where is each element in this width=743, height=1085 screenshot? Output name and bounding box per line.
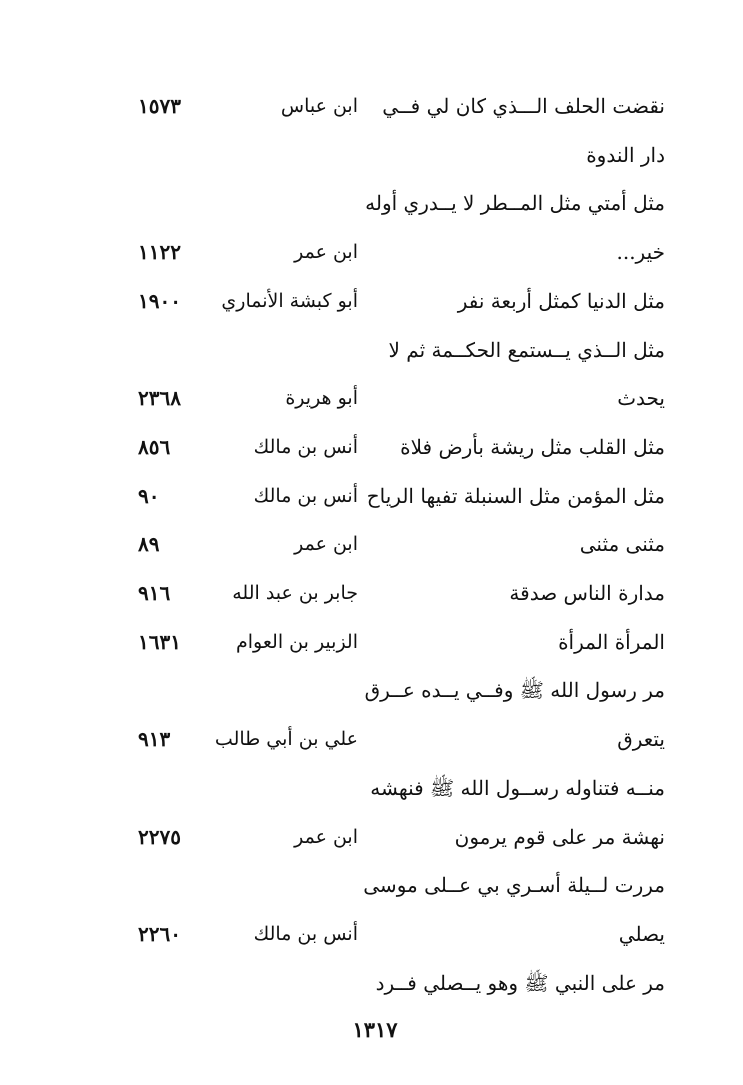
narrator-name: ابن عباس [280, 95, 358, 117]
hadith-number: ٢٣٦٨ [138, 386, 181, 411]
hadith-text: مثل أمتي مثل المــطر لا يــدري أوله [365, 191, 665, 216]
hadith-text: مثنى مثنى [579, 532, 665, 557]
hadith-text: مثل الــذي يــستمع الحكــمة ثم لا [388, 337, 665, 362]
hadith-text: مر على النبي ﷺ وهو يــصلي فــرد [375, 970, 665, 995]
index-entry-row [0, 380, 743, 420]
index-entry-row [0, 478, 743, 518]
hadith-text: يحدث [617, 386, 665, 411]
index-entry-row [0, 526, 743, 566]
hadith-text: مثل الدنيا كمثل أربعة نفر [457, 288, 665, 313]
hadith-text: يتعرق [617, 727, 665, 752]
index-entry-row [0, 819, 743, 859]
hadith-number: ١١٢٢ [138, 240, 181, 265]
hadith-text: مر رسول الله ﷺ وفــي يــده عــرق [364, 678, 665, 703]
narrator-name: ابن عمر [294, 241, 358, 264]
hadith-text: المرأة المرأة [558, 629, 665, 654]
index-entry-row [0, 575, 743, 615]
narrator-name: الزبير بن العوام [236, 630, 358, 653]
hadith-number: ٢٢٧٥ [138, 824, 181, 849]
index-entry-row [0, 770, 743, 810]
narrator-name: علي بن أبي طالب [214, 728, 358, 751]
hadith-text: خير... [616, 240, 665, 265]
index-entry-row [0, 283, 743, 323]
hadith-text: يصلي [618, 921, 665, 946]
hadith-number: ٨٥٦ [138, 434, 171, 459]
narrator-name: جابر بن عبد الله [232, 582, 358, 604]
hadith-number: ٩١٣ [138, 727, 171, 752]
narrator-name: أنس بن مالك [253, 435, 358, 458]
hadith-text: مثل القلب مثل ريشة بأرض فلاة [400, 434, 665, 459]
hadith-number: ٩١٦ [138, 581, 171, 605]
narrator-name: أنس بن مالك [253, 922, 358, 945]
narrator-name: ابن عمر [294, 533, 358, 556]
hadith-number: ٨٩ [138, 532, 160, 557]
index-entry-row [0, 624, 743, 664]
hadith-text: دار الندوة [586, 142, 665, 167]
hadith-text: منــه فتناوله رســول الله ﷺ فنهشه [370, 775, 665, 800]
index-entry-row [0, 672, 743, 712]
hadith-number: ١٥٧٣ [138, 94, 181, 118]
index-entry-row [0, 332, 743, 372]
index-entry-row [0, 721, 743, 761]
hadith-text: مررت لــيلة أسـري بي عــلى موسى [363, 873, 665, 898]
hadith-number: ٩٠ [138, 483, 160, 508]
index-entry-row [0, 916, 743, 956]
index-entry-row [0, 137, 743, 177]
hadith-number: ١٦٣١ [138, 629, 181, 654]
narrator-name: ابن عمر [294, 825, 358, 848]
narrator-name: أبو هريرة [285, 387, 358, 410]
hadith-number: ١٩٠٠ [138, 288, 181, 313]
index-entry-row [0, 88, 743, 128]
index-entry-row [0, 234, 743, 274]
hadith-text: مثل المؤمن مثل السنبلة تفيها الرياح [366, 483, 665, 508]
hadith-number: ٢٢٦٠ [138, 921, 181, 946]
hadith-text: نقضت الحلف الـــذي كان لي فــي [382, 94, 665, 118]
index-entry-row [0, 965, 743, 1005]
index-entry-row [0, 867, 743, 907]
narrator-name: أبو كبشة الأنماري [221, 289, 358, 312]
page-number: ١٣١٧ [352, 1017, 398, 1042]
index-entry-row [0, 429, 743, 469]
hadith-text: نهشة مر على قوم يرمون [454, 824, 665, 849]
index-entry-row [0, 185, 743, 225]
hadith-text: مدارة الناس صدقة [509, 581, 665, 605]
narrator-name: أنس بن مالك [253, 484, 358, 507]
